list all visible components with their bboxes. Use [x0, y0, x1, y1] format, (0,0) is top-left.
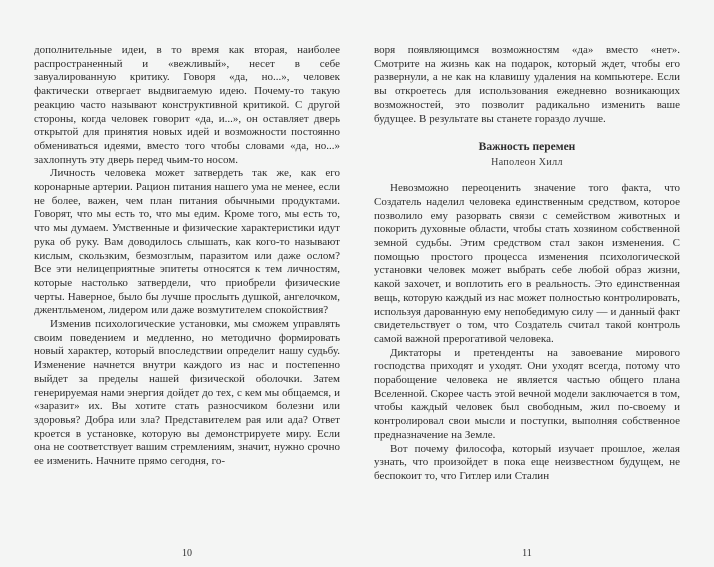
paragraph: Изменив психологические установки, мы сможем управлять своим поведением и медленно, но методично формировать новый характер, который впоследствии определит нашу судьбу. Изменение начнется внутри каждого из нас и постепенно выйдет за пределы нашей физической оболочки. Затем генерируемая нами энергия дойдет до тех, с кем мы общаемся, и «заразит» их. Вы хотите стать разносчиком болезни или здоровья? Добра или зла? Представителем рая или ада? Ответ кроется в установке, которую вы демонстрируете миру. Если она не соответствует вашим стремлениям, значит, нужно срочно ее изменить. Начните прямо сегодня, го- — [34, 318, 340, 468]
paragraph: Вот почему философа, который изучает прошлое, желая узнать, что произойдет в пока еще неизвестном будущем, не беспокоит то, что Гитлер или Сталин — [374, 442, 680, 482]
section-heading: Важность перемен — [478, 141, 576, 154]
page-number: 11 — [522, 548, 532, 559]
paragraph: воря появляющимся возможностям «да» вместо «нет». Смотрите на жизнь как на подарок, который ждет, чтобы его развернули, а не как на клавишу удаления на компьютере. Если вы откроетесь для использования ежедневно возникающих возможностей, это позволит радикально изменить ваше будущее. В результате вы станете гораздо лучше. — [374, 44, 680, 125]
page-number: 10 — [182, 548, 192, 559]
paragraph: дополнительные идеи, в то время как вторая, наиболее распространенный и «вежливый», несет в себе завуалированную критику. Говоря «да, но...», человек фактически отвергает выдвигаемую идею. Почему-то такую реакцию часто называют конструктивной критикой. С другой стороны, когда человек говорит «да, и...», он оставляет дверь открытой для принятия новых идей и возможности постоянно обмениваться идеями, вместо того чтобы словами «да, но...» захлопнуть эту дверь перед чьим-то носом. — [34, 44, 340, 166]
paragraph: Диктаторы и претенденты на завоевание мирового господства приходят и уходят. Они уходят всегда, потому что порабощение человека не является частью общего плана Вселенной. Скорее часть этой вечной модели заключается в том, чтобы каждый человек был свободным, жил по-своему и контролировал свои мысли и поступки, выполняя собственное предназначение на Земле. — [374, 346, 680, 441]
left-page — [34, 44, 340, 561]
right-page-text — [374, 44, 680, 543]
paragraph: Личность человека может затвердеть так же, как его коронарные артерии. Рацион питания нашего ума не менее, если не более, важен, чем план питания обычными продуктами. Говорят, что мы есть то, что мы едим. Кроме того, мы есть то, что мы думаем. Умственные и физические характеристики идут рука об руку. Вам доводилось слышать, как кого-то называют кислым, скользким, безмозглым, паразитом или даже ослом? Все эти нелицеприятные эпитеты относятся к тем личностям, которые настолько затвердели, что приобрели физические черты. Наверное, было бы лучше прослыть душкой, ангелочком, джентльменом, лидером или даже возмутителем спокойствия? — [34, 167, 340, 317]
right-page — [374, 44, 680, 561]
paragraph: Невозможно переоценить значение того факта, что Создатель наделил человека единственным средством, которое позволило ему разорвать связи с семейством животных и покорить духовные области, чтобы стать хозяином собственной земной судьбы. Этим средством стал закон изменения. С помощью простого процесса изменения психологической установки человек может выбрать себе любой образ жизни, какой захочет, и воплотить его в реальность. Это единственная вещь, которую каждый из нас может полностью контролировать, используя дарованную ему непобедимую силу — и данный факт свидетельствует о том, что Создатель считал такой контроль самой важной прерогативой человека. — [374, 182, 680, 345]
section-author: Наполеон Хилл — [491, 157, 563, 169]
left-page-text — [34, 44, 340, 543]
